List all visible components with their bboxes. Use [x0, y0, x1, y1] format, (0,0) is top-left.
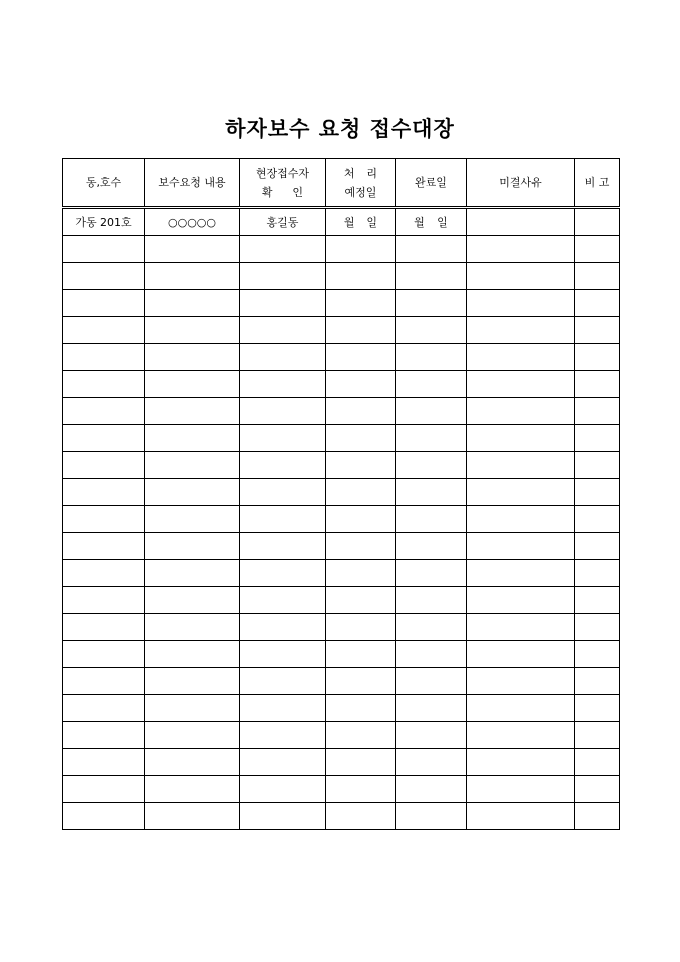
cell-unit	[63, 614, 145, 641]
cell-note	[575, 668, 620, 695]
cell-done	[396, 371, 467, 398]
table-row	[63, 425, 620, 452]
cell-confirm	[240, 803, 326, 830]
cell-done	[396, 317, 467, 344]
cell-reason	[467, 533, 575, 560]
cell-content	[145, 587, 240, 614]
cell-reason	[467, 425, 575, 452]
cell-done	[396, 776, 467, 803]
cell-due	[326, 533, 396, 560]
cell-confirm	[240, 614, 326, 641]
cell-reason	[467, 587, 575, 614]
cell-due	[326, 236, 396, 263]
cell-unit	[63, 506, 145, 533]
cell-unit	[63, 587, 145, 614]
due-day: 일	[366, 216, 378, 229]
cell-confirm	[240, 776, 326, 803]
table-row	[63, 560, 620, 587]
cell-reason	[467, 668, 575, 695]
table-row	[63, 614, 620, 641]
cell-done	[396, 236, 467, 263]
cell-due	[326, 317, 396, 344]
cell-confirm: 홍길동	[240, 208, 326, 236]
cell-confirm	[240, 398, 326, 425]
cell-content	[145, 290, 240, 317]
cell-unit	[63, 263, 145, 290]
cell-due	[326, 614, 396, 641]
cell-content	[145, 560, 240, 587]
cell-content	[145, 614, 240, 641]
cell-due	[326, 398, 396, 425]
table-row	[63, 695, 620, 722]
cell-content	[145, 506, 240, 533]
header-due	[326, 159, 396, 208]
cell-due	[326, 722, 396, 749]
cell-reason	[467, 695, 575, 722]
cell-content	[145, 776, 240, 803]
cell-confirm	[240, 452, 326, 479]
cell-content	[145, 641, 240, 668]
table-row	[63, 668, 620, 695]
cell-due	[326, 587, 396, 614]
cell-note	[575, 506, 620, 533]
cell-content	[145, 479, 240, 506]
cell-confirm	[240, 749, 326, 776]
cell-confirm	[240, 290, 326, 317]
table-row	[63, 263, 620, 290]
cell-due	[326, 371, 396, 398]
cell-note	[575, 236, 620, 263]
cell-note	[575, 452, 620, 479]
cell-note	[575, 344, 620, 371]
cell-reason	[467, 344, 575, 371]
cell-content	[145, 722, 240, 749]
cell-content	[145, 749, 240, 776]
cell-due	[326, 452, 396, 479]
cell-note	[575, 803, 620, 830]
cell-confirm	[240, 236, 326, 263]
cell-content: ○○○○○	[145, 208, 240, 236]
cell-confirm	[240, 668, 326, 695]
cell-note	[575, 208, 620, 236]
table-row	[63, 533, 620, 560]
cell-reason	[467, 749, 575, 776]
ledger-body	[63, 208, 620, 830]
table-row	[63, 722, 620, 749]
cell-reason	[467, 452, 575, 479]
cell-unit	[63, 452, 145, 479]
cell-reason	[467, 803, 575, 830]
table-row	[63, 479, 620, 506]
cell-note	[575, 371, 620, 398]
cell-due	[326, 803, 396, 830]
cell-note	[575, 263, 620, 290]
cell-due	[326, 290, 396, 317]
cell-reason	[467, 641, 575, 668]
cell-note	[575, 290, 620, 317]
cell-unit: 가동 201호	[63, 208, 145, 236]
cell-confirm	[240, 344, 326, 371]
cell-unit	[63, 371, 145, 398]
cell-reason	[467, 317, 575, 344]
cell-note	[575, 398, 620, 425]
cell-done	[396, 560, 467, 587]
table-row	[63, 452, 620, 479]
cell-content	[145, 803, 240, 830]
cell-done	[396, 263, 467, 290]
table-row	[63, 641, 620, 668]
cell-due	[326, 560, 396, 587]
cell-confirm	[240, 587, 326, 614]
cell-reason	[467, 290, 575, 317]
cell-note	[575, 614, 620, 641]
cell-note	[575, 695, 620, 722]
cell-unit	[63, 533, 145, 560]
cell-due	[326, 668, 396, 695]
cell-content	[145, 533, 240, 560]
cell-confirm	[240, 263, 326, 290]
cell-unit	[63, 479, 145, 506]
header-confirm-line2: 확 인	[261, 185, 304, 199]
cell-confirm	[240, 722, 326, 749]
cell-content	[145, 398, 240, 425]
done-month: 월	[414, 216, 425, 229]
cell-unit	[63, 560, 145, 587]
cell-confirm	[240, 506, 326, 533]
cell-unit	[63, 749, 145, 776]
cell-due	[326, 263, 396, 290]
cell-note	[575, 479, 620, 506]
cell-confirm	[240, 425, 326, 452]
cell-done	[396, 803, 467, 830]
cell-unit	[63, 722, 145, 749]
cell-reason	[467, 371, 575, 398]
cell-note	[575, 722, 620, 749]
cell-content	[145, 263, 240, 290]
cell-reason	[467, 506, 575, 533]
header-confirm	[240, 159, 326, 208]
cell-due	[326, 425, 396, 452]
cell-confirm	[240, 695, 326, 722]
sample-row	[63, 208, 620, 236]
cell-unit	[63, 290, 145, 317]
cell-reason	[467, 614, 575, 641]
cell-content	[145, 668, 240, 695]
cell-unit	[63, 668, 145, 695]
table-row	[63, 344, 620, 371]
cell-note	[575, 560, 620, 587]
cell-done	[396, 479, 467, 506]
cell-done	[396, 452, 467, 479]
header-reason: 미결사유	[467, 159, 575, 208]
cell-done	[396, 208, 467, 236]
due-month: 월	[343, 216, 355, 229]
cell-done	[396, 695, 467, 722]
cell-content	[145, 452, 240, 479]
cell-confirm	[240, 641, 326, 668]
header-due-line1: 처 리	[343, 166, 378, 180]
header-unit: 동,호수	[63, 159, 145, 208]
cell-content	[145, 236, 240, 263]
done-day: 일	[437, 216, 448, 229]
cell-confirm	[240, 479, 326, 506]
header-row	[63, 159, 620, 208]
cell-note	[575, 425, 620, 452]
cell-note	[575, 587, 620, 614]
cell-confirm	[240, 317, 326, 344]
header-done: 완료일	[396, 159, 467, 208]
cell-note	[575, 776, 620, 803]
cell-reason	[467, 208, 575, 236]
cell-done	[396, 290, 467, 317]
cell-done	[396, 668, 467, 695]
cell-reason	[467, 263, 575, 290]
cell-unit	[63, 803, 145, 830]
cell-content	[145, 425, 240, 452]
cell-reason	[467, 722, 575, 749]
header-due-line2: 예정일	[344, 185, 377, 199]
cell-done	[396, 641, 467, 668]
cell-unit	[63, 344, 145, 371]
cell-due	[326, 641, 396, 668]
cell-done	[396, 533, 467, 560]
header-content: 보수요청 내용	[145, 159, 240, 208]
cell-note	[575, 749, 620, 776]
cell-due	[326, 776, 396, 803]
cell-done	[396, 614, 467, 641]
cell-reason	[467, 236, 575, 263]
table-row	[63, 398, 620, 425]
cell-done	[396, 425, 467, 452]
table-row	[63, 587, 620, 614]
cell-note	[575, 317, 620, 344]
cell-unit	[63, 695, 145, 722]
table-row	[63, 236, 620, 263]
cell-content	[145, 317, 240, 344]
cell-due	[326, 695, 396, 722]
table-row	[63, 506, 620, 533]
table-row	[63, 749, 620, 776]
header-confirm-line1: 현장접수자	[255, 166, 310, 180]
table-row	[63, 290, 620, 317]
cell-confirm	[240, 533, 326, 560]
cell-unit	[63, 776, 145, 803]
cell-due	[326, 208, 396, 236]
cell-due	[326, 344, 396, 371]
cell-due	[326, 506, 396, 533]
cell-unit	[63, 425, 145, 452]
cell-done	[396, 398, 467, 425]
cell-content	[145, 344, 240, 371]
document-title: 하자보수 요청 접수대장	[225, 117, 455, 141]
table-row	[63, 317, 620, 344]
cell-unit	[63, 398, 145, 425]
cell-reason	[467, 479, 575, 506]
cell-content	[145, 371, 240, 398]
cell-note	[575, 533, 620, 560]
cell-unit	[63, 317, 145, 344]
header-note: 비 고	[575, 159, 620, 208]
cell-due	[326, 479, 396, 506]
cell-done	[396, 749, 467, 776]
cell-content	[145, 695, 240, 722]
cell-confirm	[240, 560, 326, 587]
cell-done	[396, 506, 467, 533]
cell-done	[396, 344, 467, 371]
cell-confirm	[240, 371, 326, 398]
repair-request-ledger	[62, 158, 620, 830]
cell-unit	[63, 641, 145, 668]
cell-reason	[467, 398, 575, 425]
table-row	[63, 371, 620, 398]
cell-done	[396, 587, 467, 614]
table-row	[63, 776, 620, 803]
cell-done	[396, 722, 467, 749]
cell-unit	[63, 236, 145, 263]
table-row	[63, 803, 620, 830]
cell-note	[575, 641, 620, 668]
cell-reason	[467, 560, 575, 587]
cell-due	[326, 749, 396, 776]
cell-reason	[467, 776, 575, 803]
